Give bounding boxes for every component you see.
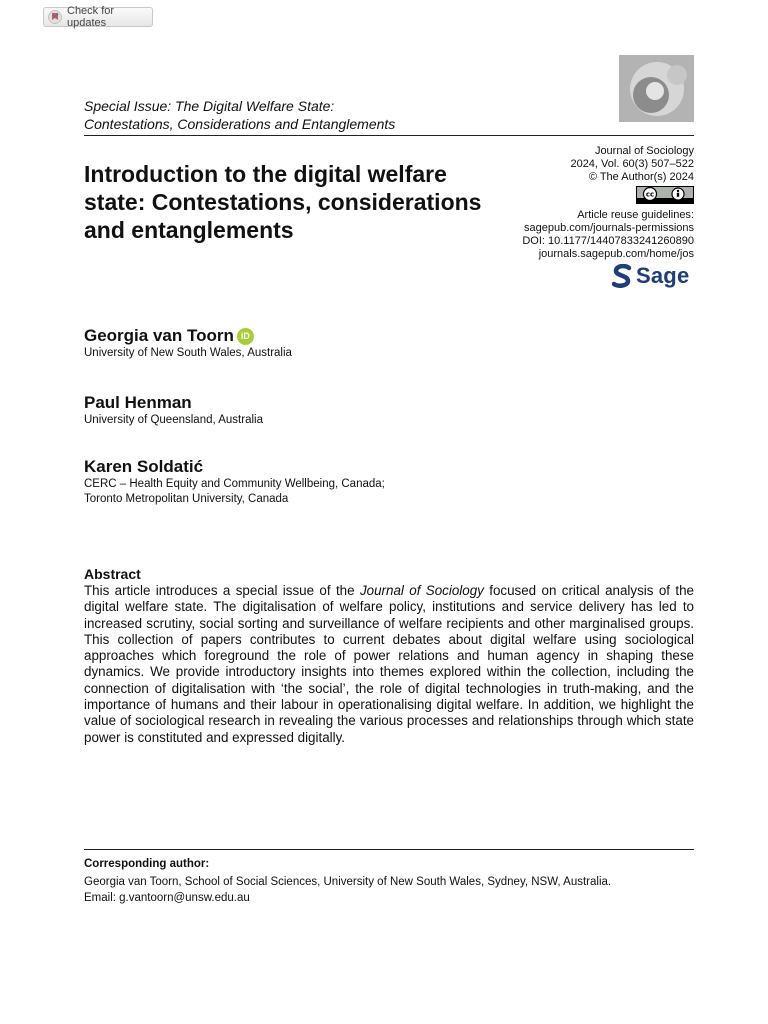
journal-cover-image [619, 55, 694, 122]
check-for-updates-label: Check for updates [67, 5, 115, 29]
footer-divider [84, 849, 694, 850]
sage-logo [612, 262, 694, 289]
reuse-label: Article reuse guidelines: [577, 209, 694, 221]
author-block [84, 393, 584, 428]
special-issue-heading [84, 97, 484, 133]
sage-s-icon [612, 264, 632, 288]
journal-name: Journal of Sociology [594, 145, 694, 157]
header-divider [84, 135, 694, 136]
publisher-name: Sage [636, 262, 690, 288]
author-affiliation: University of New South Wales, Australia [84, 347, 292, 359]
orcid-icon[interactable]: iD [237, 328, 254, 345]
cc-mark: cc [645, 190, 655, 199]
author-block [84, 457, 584, 507]
abstract-text-part: focused on critical analysis of the digital welfare state. The digitalisation of welfare policy, institutions and service delivery has led to increased scrutiny, social sorting and surveillance of welfare recipients and other marginalised groups. This collection of papers contributes to current debates about digital welfare using sociological approaches which foreground the role of power relations and human agency in shaping these dynamics. We provide introductory insights into themes explored within the collection, including the connection of digitalisation with ‘the social’, the role of digital technologies in truth-making, and the importance of humans and their labour in operationalising digital welfare. In addition, we highlight the value of sociological research in revealing the various processes and relationships through which state power is constituted and expressed digitally. [84, 583, 694, 745]
corresponding-author-heading: Corresponding author: [84, 858, 210, 870]
author-block [84, 326, 584, 361]
author-name: Georgia van Toorn [84, 326, 234, 345]
author-affiliation: University of Queensland, Australia [84, 414, 263, 426]
author-affiliation: CERC – Health Equity and Community Wellbeing, Canada; [84, 478, 385, 490]
author-name: Karen Soldatić [84, 457, 204, 476]
special-issue-line: Special Issue: The Digital Welfare State: [84, 98, 335, 114]
crossmark-icon [48, 10, 62, 24]
article-title: Introduction to the digital welfare state: Contestations, considerations and entanglements [84, 161, 482, 243]
corresponding-email[interactable]: Email: g.vantoorn@unsw.edu.au [84, 892, 250, 904]
abstract-text-part: This article introduces a special issue of the [84, 583, 360, 598]
special-issue-line: Contestations, Considerations and Entanglements [84, 116, 396, 132]
copyright: © The Author(s) 2024 [588, 171, 694, 183]
volume-info: 2024, Vol. 60(3) 507–522 [570, 158, 694, 170]
author-name: Paul Henman [84, 393, 192, 412]
corresponding-author-details [84, 874, 694, 906]
corresponding-address: Georgia van Toorn, School of Social Sciences, University of New South Wales, Sydney, NSW, Australia. [84, 876, 612, 888]
reuse-link[interactable]: sagepub.com/journals-permissions [524, 222, 694, 234]
abstract-heading: Abstract [84, 566, 141, 582]
doi[interactable]: DOI: 10.1177/14407833241260890 [522, 235, 694, 247]
journal-title-italic: Journal of Sociology [359, 583, 484, 598]
author-affiliation: Toronto Metropolitan University, Canada [84, 493, 289, 505]
journal-meta [460, 145, 694, 261]
abstract-body [84, 583, 694, 746]
cc-by-license-icon[interactable] [636, 186, 694, 204]
check-for-updates-button[interactable] [43, 7, 153, 27]
journal-url[interactable]: journals.sagepub.com/home/jos [538, 248, 694, 260]
